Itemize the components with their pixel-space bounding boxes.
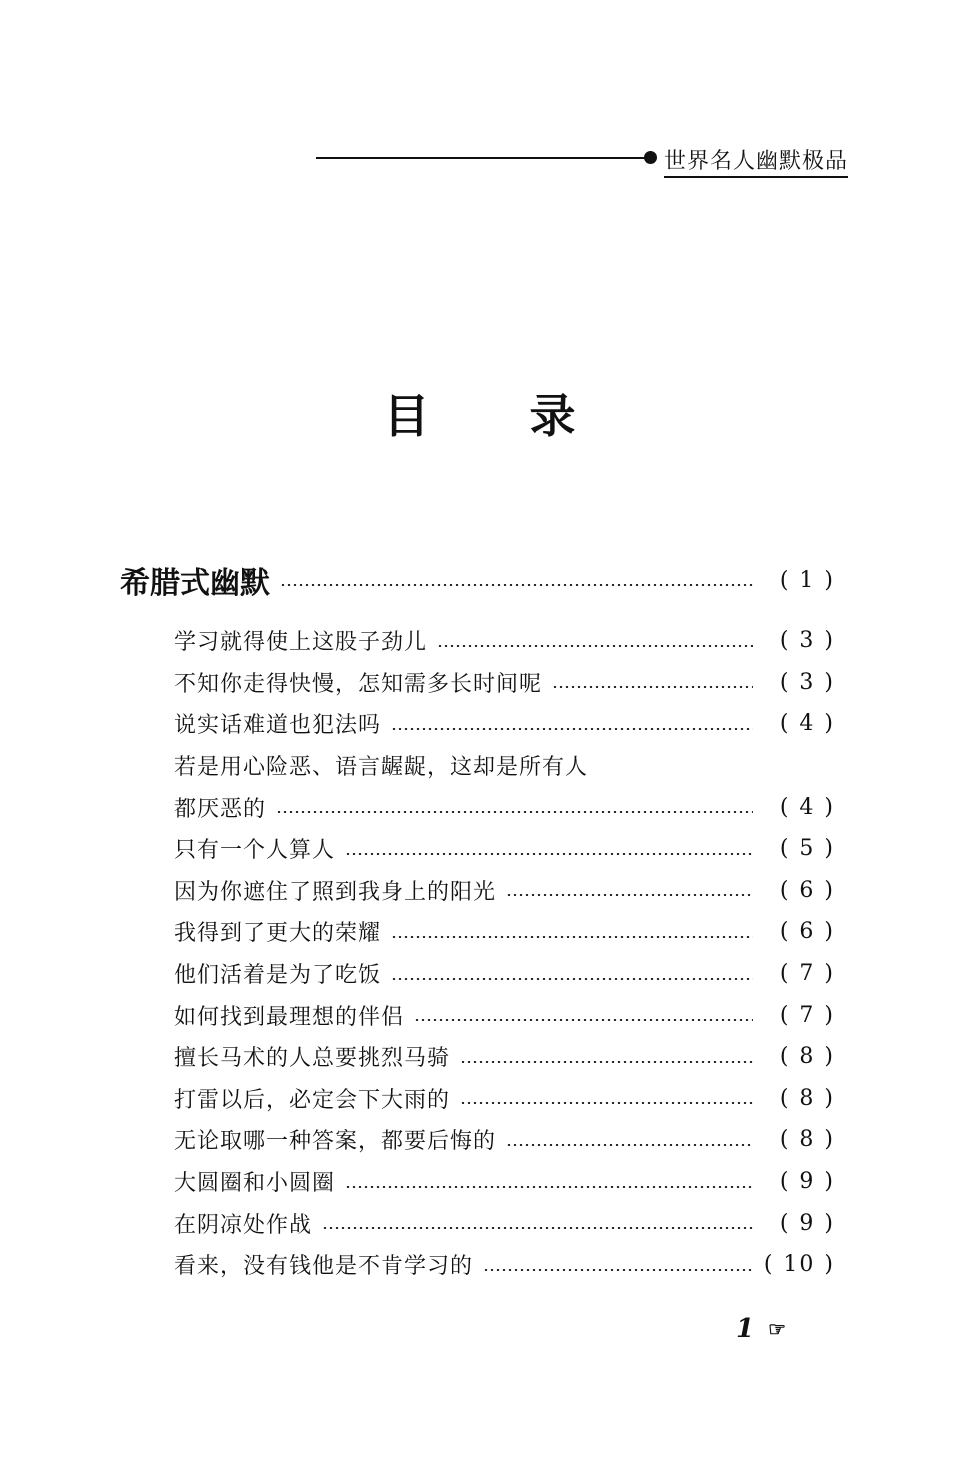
entry-page-number: ( 5 ) [779,836,835,862]
entry-title: 看来，没有钱他是不肯学习的 [174,1254,474,1280]
toc-entry[interactable] [174,1119,835,1161]
dot-leader [345,1186,753,1188]
section-title: 希腊式幽默 [120,566,270,601]
entry-title: 无论取哪一种答案，都要后悔的 [174,1129,497,1155]
dot-leader [280,584,753,586]
toc-entry-continued[interactable] [174,745,835,787]
section-page-number: ( 1 ) [779,567,835,593]
dot-leader [506,894,753,896]
entry-title: 都厌恶的 [174,796,267,822]
entry-title: 若是用心险恶、语言龌龊，这却是所有人 [174,755,589,781]
dot-leader [322,1227,753,1229]
toc-entry[interactable] [174,662,835,704]
toc-entry[interactable] [174,1078,835,1120]
toc-entry[interactable] [174,1244,835,1286]
toc-entry[interactable] [174,911,835,953]
entry-page-number: ( 8 ) [779,1085,835,1111]
toc-entry[interactable] [174,703,835,745]
header-rule [316,157,646,159]
entry-title: 在阴凉处作战 [174,1212,313,1238]
dot-leader [276,811,753,813]
bullet-icon [644,151,657,164]
entry-title: 大圆圈和小圆圈 [174,1171,336,1197]
dot-leader [552,686,753,688]
entry-title: 如何找到最理想的伴侣 [174,1004,405,1030]
entry-title: 学习就得使上这股子劲儿 [174,630,428,656]
entry-page-number: ( 4 ) [779,794,835,820]
dot-leader [460,1061,753,1063]
entry-title: 因为你遮住了照到我身上的阳光 [174,879,497,905]
toc-entry[interactable] [174,1202,835,1244]
dot-leader [345,853,753,855]
entry-page-number: ( 7 ) [779,1002,835,1028]
entry-title: 我得到了更大的荣耀 [174,921,382,947]
entry-page-number: ( 7 ) [779,961,835,987]
dot-leader [391,728,753,730]
entry-title: 他们活着是为了吃饭 [174,963,382,989]
entry-page-number: ( 4 ) [779,711,835,737]
dot-leader [414,1019,753,1021]
entry-page-number: ( 3 ) [779,628,835,654]
book-title: 世界名人幽默极品 [664,144,848,178]
entry-title: 只有一个人算人 [174,838,336,864]
toc-entry[interactable] [174,953,835,995]
page-number: 1 [736,1314,755,1344]
toc-entry[interactable] [174,828,835,870]
entry-title: 说实话难道也犯法吗 [174,713,382,739]
page-footer [736,1314,786,1344]
dot-leader [391,936,753,938]
toc-entry[interactable] [174,1036,835,1078]
entry-page-number: ( 9 ) [779,1210,835,1236]
entry-page-number: ( 6 ) [779,877,835,903]
entry-title: 擅长马术的人总要挑烈马骑 [174,1046,451,1072]
dot-leader [483,1269,753,1271]
entry-page-number: ( 3 ) [779,669,835,695]
toc-section[interactable] [120,556,835,604]
entry-page-number: ( 6 ) [779,919,835,945]
page-title: 目 录 [383,389,618,443]
dot-leader [437,645,753,647]
dot-leader [506,1144,753,1146]
toc-list [174,620,835,1286]
pointing-hand-icon: ☞ [768,1317,787,1341]
toc-entry[interactable] [174,786,835,828]
toc-entry[interactable] [174,1161,835,1203]
dot-leader [460,1102,753,1104]
entry-title: 不知你走得快慢，怎知需多长时间呢 [174,671,543,697]
toc-entry[interactable] [174,870,835,912]
entry-page-number: ( 9 ) [779,1169,835,1195]
entry-page-number: ( 8 ) [779,1127,835,1153]
toc-entry[interactable] [174,620,835,662]
toc-entry[interactable] [174,994,835,1036]
dot-leader [391,978,753,980]
entry-page-number: ( 8 ) [779,1044,835,1070]
running-header [316,142,851,176]
entry-title: 打雷以后，必定会下大雨的 [174,1087,451,1113]
entry-page-number: ( 10 ) [763,1252,835,1278]
